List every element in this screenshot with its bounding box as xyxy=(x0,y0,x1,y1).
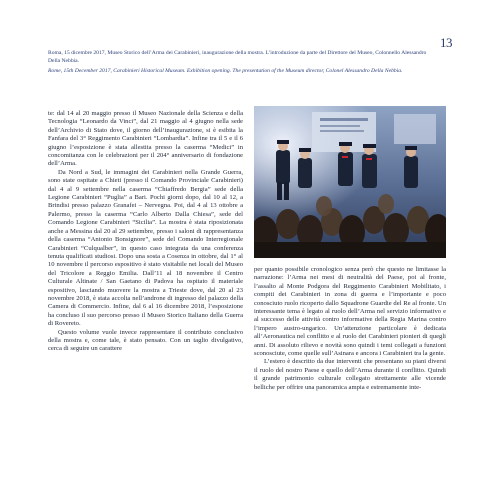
text-column-right xyxy=(254,266,446,392)
paragraph: per quanto possibile cronologico senza però che questo ne limitasse la narrazione: l’Arma nei mesi di neutralità del Paese, poi al fronte, l’assalto al Monte Podgora del Reggimento Carabinieri Mobilitato, i compiti dei Carabinieri in zona di guerra e l’importante e poco conosciuto ruolo ricoperto dallo Squadrone Guardie del Re al fronte. Un interessante tema è legato al ruolo dell’Arma nel servizio informativo e al successo delle attività contro informative della Regia Marina contro l’impero austro-ungarico. Un’attenzione particolare è dedicata all’Aeronautica nel conflitto e al ruolo dei Carabinieri pionieri di quegli anni. Di assoluto rilievo e novità sono quindi i temi collegati a funzioni sconosciute, come quelle sull’Asinara e ancora i Carabinieri tra la gente. xyxy=(254,266,446,358)
paragraph: L’estero è descritto da due interventi che presentano su piani diversi il ruolo del nostro Paese e quello dell’Arma durante il conflitto. Quindi il grande patrimonio culturale collegato strettamente alle vicende belliche per offrire una panoramica ampia e estremamente inte- xyxy=(254,358,446,391)
caption-english: Rome, 15th December 2017, Carabinieri Historical Museum. Exhibition opening. The presentation of the Museum director, Colonel Alessandro Della Nebbia. xyxy=(48,67,403,74)
banner-line xyxy=(320,125,360,127)
page-number: 13 xyxy=(440,35,452,50)
paragraph: Questo volume vuole invece rappresentare il contributo conclusivo della mostra e, come tale, è stato pensato. Con un taglio divulgativo, cerca di seguire un carattere xyxy=(48,328,243,353)
officer-2 xyxy=(298,148,312,188)
officer-5 xyxy=(404,146,418,188)
text-column-left xyxy=(48,110,243,354)
banner-line xyxy=(320,118,368,121)
banner-line xyxy=(320,130,364,132)
exhibition-panel xyxy=(394,114,436,144)
exhibition-photo-illustration xyxy=(254,106,446,258)
exhibition-photo xyxy=(254,106,446,258)
caption-italian: Roma, 15 dicembre 2017, Museo Storico dell’Arma dei Carabinieri, inaugurazione della mostra. L’introduzione da parte del Direttore del Museo, Colonnello Alessandro Della Nebbia. xyxy=(48,50,427,64)
paragraph: Da Nord a Sud, le immagini dei Carabinieri nella Grande Guerra, sono state ospitate a Chieti (presso il Comando Provinciale Carabinieri) dal 4 al 9 settembre nella caserma “Chiaffredo Bergia” sede della Legione Carabinieri “Puglia” a Bari. Pochi giorni dopo, dal 10 al 12, a Brindisi presso palazzo Granafei – Nervegna. Poi, dal 4 al 13 ottobre a Palermo, presso la caserma “Carlo Alberto Dalla Chiesa”, sede del Comando Legione Carabinieri “Sicilia”. La mostra è stata riposizionata anche a Messina dal 20 al 29 settembre, presso i saloni di rappresentanza della caserma “Antonio Bonsignore”, sede del Comando Interregionale Carabinieri “Culqualber”, in questo caso integrata da una conferenza tenuta qualificati studiosi. Dopo una sosta a Cosenza in ottobre, dal 1° al 10 novembre il percorso espositivo è stato visitabile nei locali del Museo del Tricolore a Reggio Emilia. Dall’11 al 18 novembre il Centro Culturale Altinate / San Gaetano di Padova ha ospitato il materiale espositivo, lasciando muovere la mostra a Trieste dove, dal 20 al 23 novembre 2018, è stata accolta nell’androne di ingresso del palazzo della Camera di Commercio. Infine, dal 6 al 16 dicembre 2018, l’esposizione ha concluso il suo percorso presso il Museo Storico Italiano della Guerra di Rovereto. xyxy=(48,168,243,328)
photo-caption xyxy=(48,50,438,75)
paragraph: te: dal 14 al 20 maggio presso il Museo Nazionale della Scienza e della Tecnologia “Leonardo da Vinci”, dal 21 maggio al 4 giugno nella sede dell’Archivio di Stato dove, il giorno dell’inaugurazione, si è esibita la Fanfara del 3° Reggimento Carabinieri “Lombardia”. Infine tra il 5 e il 6 giugno l’esposizione è stata allestita presso la caserma “Medici” in concomitanza con le celebrazioni per il 204° anniversario di fondazione dell’Arma. xyxy=(48,110,243,168)
